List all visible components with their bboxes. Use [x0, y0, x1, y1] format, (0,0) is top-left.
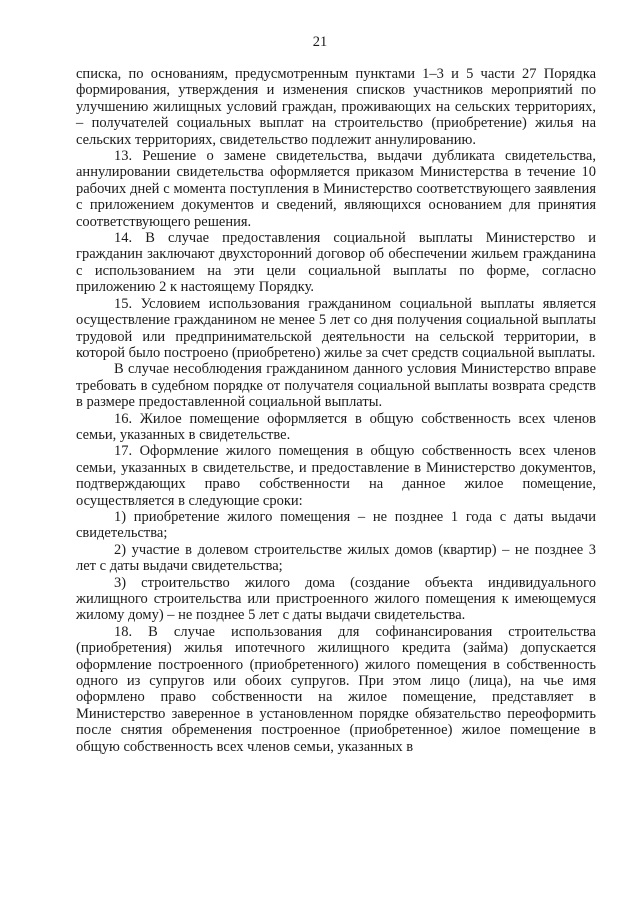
paragraph-10: 3) строительство жилого дома (создание объекта индивидуального жилищного строительства или пристроенного жилого помещения к имеющемуся жилому дому) – не позднее 5 лет с даты выдачи свидетельства. [76, 574, 596, 624]
paragraph-11: 18. В случае использования для софинансирования строительства (приобретения) жилья ипотечного жилищного кредита (займа) допускается оформление построенного (приобретенного) жилого помещения в собственность одного из супругов или обоих супругов. При этом лицо (лица), на чье имя оформлено право собственности на жилое помещение, представляет в Министерство заверенное в установленном порядке обязательство переоформить после снятия обременения построенное (приобретенное) жилое помещение в общую собственность всех членов семьи, указанных в [76, 623, 596, 755]
paragraph-2: 13. Решение о замене свидетельства, выдачи дубликата свидетельства, аннулировании свидетельства оформляется приказом Министерства в течение 10 рабочих дней с момента поступления в Министерство соответствующего заявления с приложением документов и сведений, являющихся основанием для принятия соответствующего решения. [76, 148, 596, 230]
paragraph-7: 17. Оформление жилого помещения в общую собственность всех членов семьи, указанных в свидетельстве, и предоставление в Министерство документов, подтверждающих право собственности на данное жилое помещение, осуществляется в следующие сроки: [76, 443, 596, 509]
body-text [76, 66, 596, 755]
paragraph-6: 16. Жилое помещение оформляется в общую собственность всех членов семьи, указанных в свидетельстве. [76, 410, 596, 443]
paragraph-5: В случае несоблюдения гражданином данного условия Министерство вправе требовать в судебном порядке от получателя социальной выплаты возврата средств в размере предоставленной социальной выплаты. [76, 361, 596, 411]
paragraph-3: 14. В случае предоставления социальной выплаты Министерство и гражданин заключают двухсторонний договор об обеспечении жильем гражданина с использованием на эти цели социальной выплаты по форме, согласно приложению 2 к настоящему Порядку. [76, 230, 596, 296]
paragraph-1: списка, по основаниям, предусмотренным пунктами 1–3 и 5 части 27 Порядка формирования, утверждения и изменения списков участников мероприятий по улучшению жилищных условий граждан, проживающих на сельских территориях, – получателей социальных выплат на строительство (приобретение) жилья на сельских территориях, свидетельство подлежит аннулированию. [76, 66, 596, 148]
paragraph-9: 2) участие в долевом строительстве жилых домов (квартир) – не позднее 3 лет с даты выдачи свидетельства; [76, 541, 596, 575]
paragraph-4: 15. Условием использования гражданином социальной выплаты является осуществление гражданином не менее 5 лет со дня получения социальной выплаты трудовой или предпринимательской деятельности на сельской территории, в которой было построено (приобретено) жилье за счет средств социальной выплаты. [76, 295, 596, 361]
page-number: 21 [312, 34, 328, 50]
paragraph-8: 1) приобретение жилого помещения – не позднее 1 года с даты выдачи свидетельства; [76, 508, 596, 542]
